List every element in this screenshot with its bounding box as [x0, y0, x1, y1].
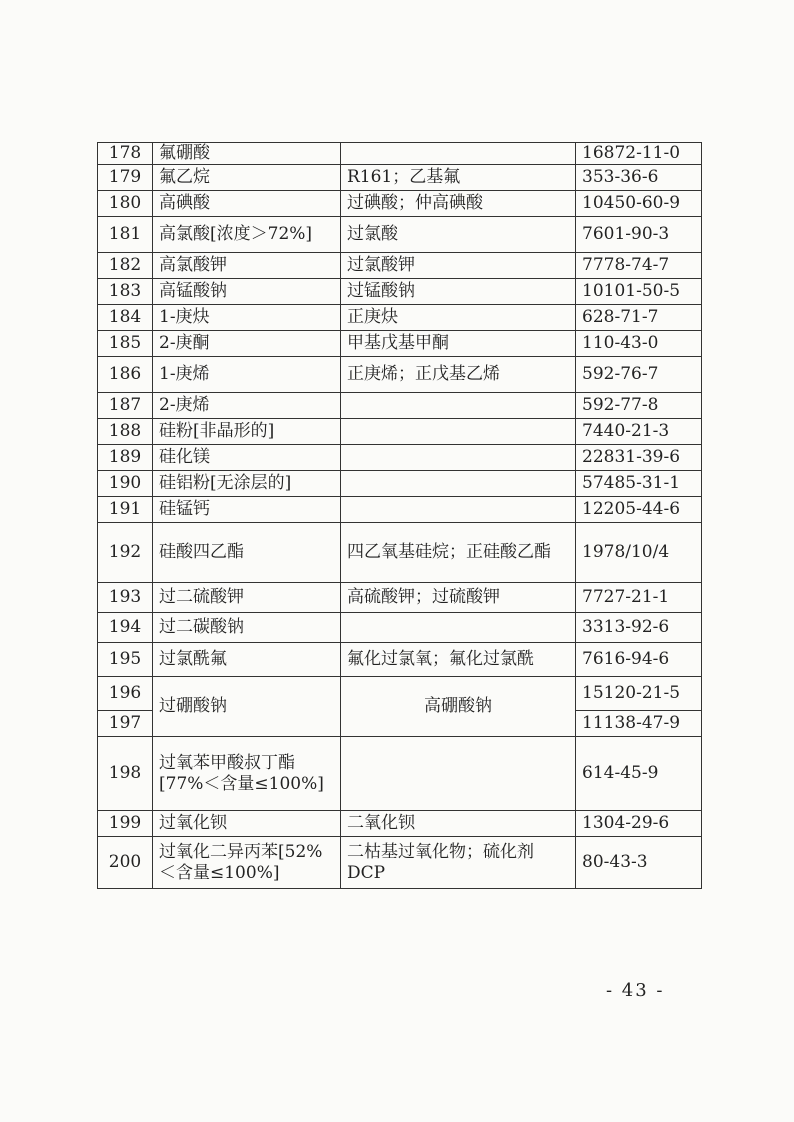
chemical-alias: 正庚烯；正戊基乙烯 — [341, 357, 576, 393]
chemical-alias: 二枯基过氧化物；硫化剂DCP — [341, 837, 576, 889]
row-number: 188 — [98, 419, 153, 445]
row-number: 199 — [98, 811, 153, 837]
table-row — [98, 143, 702, 165]
row-number: 182 — [98, 253, 153, 279]
chemical-name: 氟硼酸 — [153, 143, 341, 165]
table-row — [98, 737, 702, 811]
chemical-name: 过氧化二异丙苯[52%＜含量≤100%] — [153, 837, 341, 889]
chemical-name: 硅锰钙 — [153, 497, 341, 523]
chemical-alias — [341, 471, 576, 497]
chemical-alias: 过碘酸；仲高碘酸 — [341, 191, 576, 217]
table-row — [98, 613, 702, 643]
chemical-alias: 过锰酸钠 — [341, 279, 576, 305]
chemical-alias — [341, 497, 576, 523]
cas-number: 80-43-3 — [576, 837, 702, 889]
row-number: 178 — [98, 143, 153, 165]
table-row — [98, 305, 702, 331]
chemical-name: 高氯酸钾 — [153, 253, 341, 279]
table-row — [98, 445, 702, 471]
table-row — [98, 419, 702, 445]
chemical-name: 过氧苯甲酸叔丁酯[77%＜含量≤100%] — [153, 737, 341, 811]
table-row — [98, 643, 702, 677]
row-number: 191 — [98, 497, 153, 523]
chemical-name: 高氯酸[浓度＞72%] — [153, 217, 341, 253]
cas-number: 7440-21-3 — [576, 419, 702, 445]
chemical-table — [97, 142, 702, 889]
cas-number: 7778-74-7 — [576, 253, 702, 279]
row-number: 179 — [98, 165, 153, 191]
row-number: 186 — [98, 357, 153, 393]
row-number: 190 — [98, 471, 153, 497]
chemical-alias: 甲基戊基甲酮 — [341, 331, 576, 357]
table-row — [98, 497, 702, 523]
row-number: 200 — [98, 837, 153, 889]
chemical-alias — [341, 393, 576, 419]
row-number: 183 — [98, 279, 153, 305]
cas-number: 592-76-7 — [576, 357, 702, 393]
table-row — [98, 165, 702, 191]
chemical-name: 氟乙烷 — [153, 165, 341, 191]
cas-number: 628-71-7 — [576, 305, 702, 331]
page-number: - 43 - — [606, 980, 665, 1001]
chemical-alias: 高硼酸钠 — [341, 677, 576, 737]
cas-number: 3313-92-6 — [576, 613, 702, 643]
chemical-alias: 四乙氧基硅烷；正硅酸乙酯 — [341, 523, 576, 583]
cas-number: 1304-29-6 — [576, 811, 702, 837]
cas-number: 10450-60-9 — [576, 191, 702, 217]
cas-number: 22831-39-6 — [576, 445, 702, 471]
cas-number: 7601-90-3 — [576, 217, 702, 253]
cas-number: 16872-11-0 — [576, 143, 702, 165]
chemical-alias: R161；乙基氟 — [341, 165, 576, 191]
chemical-name: 1-庚炔 — [153, 305, 341, 331]
chemical-alias — [341, 419, 576, 445]
row-number: 196 — [98, 677, 153, 711]
table-row — [98, 393, 702, 419]
row-number: 195 — [98, 643, 153, 677]
row-number: 189 — [98, 445, 153, 471]
table-row — [98, 471, 702, 497]
table-row — [98, 279, 702, 305]
chemical-name: 硅铝粉[无涂层的] — [153, 471, 341, 497]
chemical-alias: 高硫酸钾；过硫酸钾 — [341, 583, 576, 613]
cas-number: 110-43-0 — [576, 331, 702, 357]
row-number: 181 — [98, 217, 153, 253]
chemical-alias — [341, 737, 576, 811]
chemical-alias — [341, 613, 576, 643]
chemical-name: 过二碳酸钠 — [153, 613, 341, 643]
table-row — [98, 811, 702, 837]
table-row — [98, 191, 702, 217]
table-row — [98, 677, 702, 711]
row-number: 194 — [98, 613, 153, 643]
chemical-alias: 过氯酸 — [341, 217, 576, 253]
chemical-name: 2-庚酮 — [153, 331, 341, 357]
row-number: 198 — [98, 737, 153, 811]
row-number: 192 — [98, 523, 153, 583]
table-row — [98, 253, 702, 279]
table-row — [98, 837, 702, 889]
table-row — [98, 357, 702, 393]
row-number: 187 — [98, 393, 153, 419]
table-body — [98, 143, 702, 889]
cas-number: 10101-50-5 — [576, 279, 702, 305]
table-row — [98, 217, 702, 253]
row-number: 197 — [98, 711, 153, 737]
chemical-alias: 二氧化钡 — [341, 811, 576, 837]
cas-number: 12205-44-6 — [576, 497, 702, 523]
table-row — [98, 523, 702, 583]
chemical-name: 2-庚烯 — [153, 393, 341, 419]
cas-number: 15120-21-5 — [576, 677, 702, 711]
cas-number: 614-45-9 — [576, 737, 702, 811]
chemical-alias: 过氯酸钾 — [341, 253, 576, 279]
chemical-alias — [341, 445, 576, 471]
chemical-name: 硅酸四乙酯 — [153, 523, 341, 583]
cas-number: 7727-21-1 — [576, 583, 702, 613]
cas-number: 57485-31-1 — [576, 471, 702, 497]
cas-number: 1978/10/4 — [576, 523, 702, 583]
cas-number: 11138-47-9 — [576, 711, 702, 737]
chemical-name: 过二硫酸钾 — [153, 583, 341, 613]
chemical-name: 硅化镁 — [153, 445, 341, 471]
cas-number: 592-77-8 — [576, 393, 702, 419]
chemical-name: 高碘酸 — [153, 191, 341, 217]
chemical-alias: 氟化过氯氧；氟化过氯酰 — [341, 643, 576, 677]
row-number: 184 — [98, 305, 153, 331]
chemical-name: 1-庚烯 — [153, 357, 341, 393]
table-row — [98, 331, 702, 357]
chemical-name: 过氧化钡 — [153, 811, 341, 837]
cas-number: 7616-94-6 — [576, 643, 702, 677]
row-number: 180 — [98, 191, 153, 217]
row-number: 185 — [98, 331, 153, 357]
cas-number: 353-36-6 — [576, 165, 702, 191]
chemical-alias — [341, 143, 576, 165]
chemical-name: 硅粉[非晶形的] — [153, 419, 341, 445]
chemical-name: 过氯酰氟 — [153, 643, 341, 677]
row-number: 193 — [98, 583, 153, 613]
chemical-alias: 正庚炔 — [341, 305, 576, 331]
chemical-name: 过硼酸钠 — [153, 677, 341, 737]
table-row — [98, 583, 702, 613]
chemical-name: 高锰酸钠 — [153, 279, 341, 305]
